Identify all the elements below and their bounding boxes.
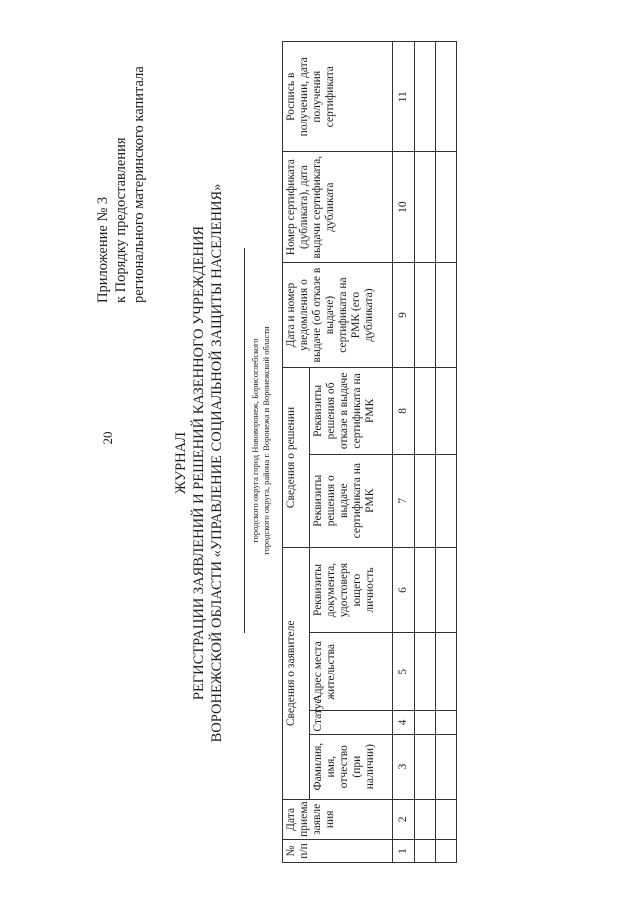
table-cell xyxy=(436,152,457,262)
table-cell xyxy=(436,42,457,152)
appendix-line: регионального материнского капитала xyxy=(131,66,147,303)
table-cell xyxy=(436,734,457,799)
header-decision-group: Сведения о решении xyxy=(283,368,310,548)
journal-table xyxy=(282,41,457,863)
column-number: 2 xyxy=(393,799,415,839)
table-row xyxy=(415,42,436,863)
header-status: Статус xyxy=(310,711,393,734)
column-number: 4 xyxy=(393,711,415,734)
table-cell xyxy=(415,152,436,262)
table-cell xyxy=(436,839,457,862)
header-cert-number: Номер сертификата (дубликата), дата выдачи сертификата, дубликата xyxy=(283,152,393,262)
header-applicant-group: Сведения о заявителе xyxy=(283,547,310,799)
table-cell xyxy=(415,711,436,734)
appendix-line: Приложение № 3 xyxy=(95,196,111,303)
table-cell xyxy=(415,454,436,547)
column-number: 8 xyxy=(393,368,415,454)
column-number: 6 xyxy=(393,547,415,632)
journal-title-line: ВОРОНЕЖСКОЙ ОБЛАСТИ «УПРАВЛЕНИЕ СОЦИАЛЬНОЙ ЗАЩИТЫ НАСЕЛЕНИЯ» xyxy=(209,183,225,743)
subtitle-line: городского округа, района г. Воронежа и Воронежской области xyxy=(261,326,271,555)
table-cell xyxy=(436,368,457,454)
header-num: № п/п xyxy=(283,839,393,862)
table-cell xyxy=(436,454,457,547)
journal-title-line: РЕГИСТРАЦИИ ЗАЯВЛЕНИЙ И РЕШЕНИЙ КАЗЕННОГО УЧРЕЖДЕНИЯ xyxy=(191,225,207,701)
table-cell xyxy=(436,262,457,367)
header-date: Дата приема заявле ния xyxy=(283,799,393,839)
table-cell xyxy=(415,368,436,454)
header-doc: Реквизиты документа, удостоверя ющего личность xyxy=(310,547,393,632)
table-cell xyxy=(415,633,436,711)
table-cell xyxy=(415,839,436,862)
subtitle-underline xyxy=(244,248,245,633)
header-notice: Дата и номер уведомления о выдаче (об отказе в выдаче) сертификата на РМК (его дубликата) xyxy=(283,262,393,367)
column-number: 7 xyxy=(393,454,415,547)
header-decision-refuse: Реквизиты решения об отказе в выдаче сертификата на РМК xyxy=(310,368,393,454)
page-number: 20 xyxy=(100,431,115,445)
header-signature: Роспись в получении, дата получения сертификата xyxy=(283,42,393,152)
column-number: 3 xyxy=(393,734,415,799)
table-cell xyxy=(415,42,436,152)
table-cell xyxy=(415,734,436,799)
appendix-note xyxy=(94,66,148,303)
column-number: 5 xyxy=(393,633,415,711)
table-cell xyxy=(436,547,457,632)
table-cell xyxy=(436,711,457,734)
appendix-line: к Порядку предоставления xyxy=(113,137,129,303)
column-number: 11 xyxy=(393,42,415,152)
header-fio: Фамилия, имя, отчество (при наличии) xyxy=(310,734,393,799)
table-row xyxy=(436,42,457,863)
table-cell xyxy=(436,799,457,839)
header-decision-issue: Реквизиты решения о выдаче сертификата на РМК xyxy=(310,454,393,547)
table-cell xyxy=(415,547,436,632)
column-number: 1 xyxy=(393,839,415,862)
column-number: 9 xyxy=(393,262,415,367)
header-address: Адрес места жительства xyxy=(310,633,393,711)
table-cell xyxy=(415,262,436,367)
column-numbers-row xyxy=(393,42,415,863)
subtitle-line: городского округа город Нововоронеж, Борисоглебского xyxy=(250,338,260,543)
column-number: 10 xyxy=(393,152,415,262)
table-cell xyxy=(415,799,436,839)
table-cell xyxy=(436,633,457,711)
journal-title: ЖУРНАЛ xyxy=(173,432,189,494)
